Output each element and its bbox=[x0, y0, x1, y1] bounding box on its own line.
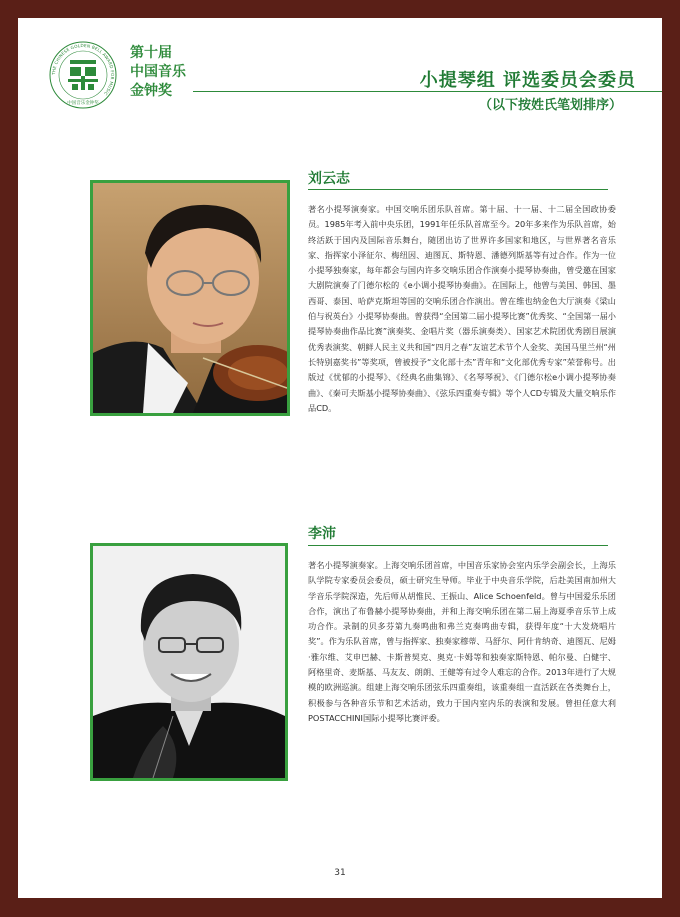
logo-ring-text-cn: 中国音乐金钟奖 bbox=[67, 101, 99, 106]
logo-wordmark bbox=[130, 44, 186, 101]
page-number: 31 bbox=[334, 868, 346, 878]
name-divider bbox=[308, 545, 608, 546]
member-name: 李沛 bbox=[308, 526, 336, 542]
logo-ring-text: THE CHINESE GOLDEN BELL AWARD FOR MUSIC bbox=[50, 42, 116, 97]
golden-bell-emblem-icon bbox=[48, 40, 118, 110]
page-subtitle: （以下按姓氏笔划排序） bbox=[478, 98, 622, 113]
golden-bell-logo bbox=[48, 40, 208, 108]
portrait-photo-li-pei bbox=[90, 543, 288, 781]
name-divider bbox=[308, 189, 608, 190]
member-bio: 著名小提琴演奏家。中国交响乐团乐队首席。第十届、十一届、十二届全国政协委员。1985年考入前中央乐团，1991年任乐队首席至今。20年多来作为乐队首席，始终活跃于国内及国际音乐舞台，随团出访了世界许多国家和地区，与世界著名音乐家、指挥家小泽征尔、梅纽因、迪图瓦、斯特恩、潘德列斯基等有过合作。作为一位小提琴独奏家，每年都会与国内许多交响乐团合作演奏小提琴协奏曲，曾受邀在国家大剧院演奏了门德尔松的《e小调小提琴协奏曲》。在国际上，他曾与美国、韩国、墨西哥、泰国、哈萨克斯坦等国的交响乐团合作演出。曾在维也纳金色大厅演奏《梁山伯与祝英台》小提琴协奏曲。曾获得“全国第二届小提琴比赛”优秀奖、“全国第一届小提琴协奏曲作品比赛”演奏奖、金唱片奖（器乐演奏类）、国家艺术院团优秀剧目展演优秀表演奖、朝鲜人民主义共和国“四月之春”友谊艺术节个人金奖、美国马里兰州“州长特别嘉奖书”等奖项，曾被授予“文化部十杰”青年和“文化部优秀专家”荣誉称号。出版过《忧郁的小提琴》、《经典名曲集锦》、《名琴琴祝》、《门德尔松e小调小提琴协奏曲》、《秦可夫斯基小提琴协奏曲》、《弦乐四重奏专辑》等个人CD专辑及大量交响乐作品CD。 bbox=[308, 204, 616, 413]
logo-line-3: 金钟奖 bbox=[130, 83, 172, 99]
member-bio: 著名小提琴演奏家。上海交响乐团首席，中国音乐家协会室内乐学会副会长，上海乐队学院专家委员会委员，硕士研究生导师。毕业于中央音乐学院，后赴美国南加州大学音乐学院深造，先后师从胡惟民、王振山、Alice Schoenfeld。曾与中国爱乐乐团合作，演出了布鲁赫小提琴协奏曲，并和上海交响乐团在第二届上海夏季音乐节上成功合作。录制的贝多芬第九奏鸣曲和弗兰克奏鸣曲专辑，获得年度“十大发烧唱片奖”。作为乐队首席，曾与指挥家、独奏家穆蒂、马舒尔、阿什肯纳奇、迪图瓦、尼姆·雅尔维、艾申巴赫、卡斯普契克、奥克·卡姆等和独奏家斯特恩、帕尔曼、白健宇、阿格里奇、麦斯基、马友友、朗朗、王健等有过令人难忘的合作。2013年进行了大规模的欧洲巡演。组建上海交响乐团弦乐四重奏组，该重奏组一直活跃在各类舞台上，积极参与各种音乐节和艺术活动，致力于国内室内乐的表演和发展。曾担任意大利POSTACCHINI国际小提琴比赛评委。 bbox=[308, 560, 616, 723]
page-title: 小提琴组 评选委员会委员 bbox=[419, 70, 636, 91]
header-divider bbox=[193, 91, 662, 92]
portrait-image bbox=[93, 183, 287, 413]
document-page bbox=[18, 18, 662, 898]
portrait-image bbox=[93, 546, 285, 778]
portrait-photo-liu-yunzhi bbox=[90, 180, 290, 416]
logo-line-1: 第十届 bbox=[130, 45, 172, 61]
member-name: 刘云志 bbox=[308, 171, 350, 187]
logo-line-2: 中国音乐 bbox=[130, 64, 186, 80]
